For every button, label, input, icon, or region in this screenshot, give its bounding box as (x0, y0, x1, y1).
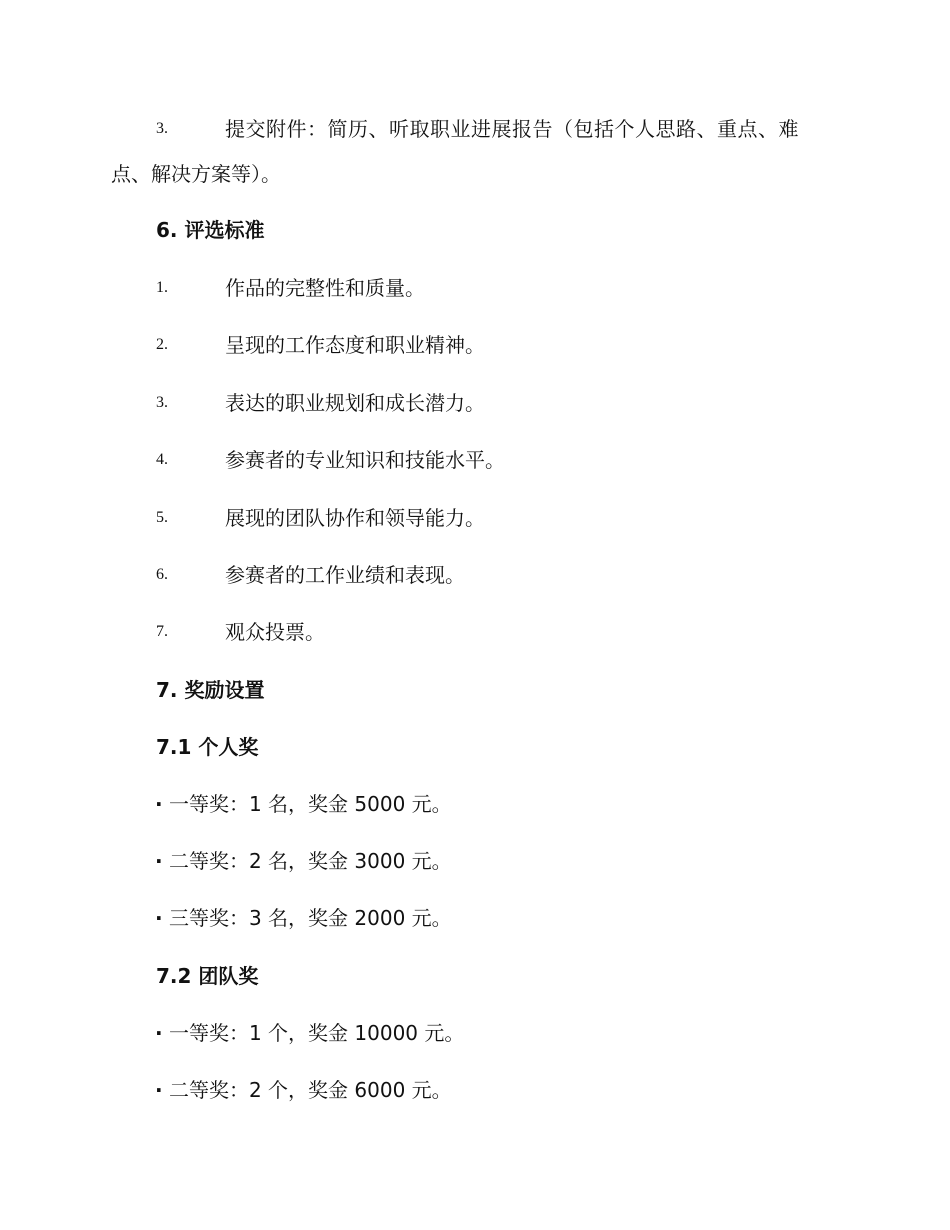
bullet-icon: · (155, 1021, 163, 1045)
list-item-text-continuation: 点、解决方案等）。 (111, 162, 281, 186)
list-item-text: 呈现的工作态度和职业精神。 (225, 333, 485, 357)
bullet-icon: · (155, 1078, 163, 1102)
list-item-text: 参赛者的专业知识和技能水平。 (225, 448, 505, 472)
list-item-number: 4. (156, 451, 168, 468)
list-item-text: 三等奖：3 名，奖金 2000 元。 (168, 906, 452, 930)
section-heading: 7. 奖励设置 (156, 678, 265, 702)
list-item-number: 2. (156, 336, 168, 353)
bullet-icon: · (155, 906, 163, 930)
list-item (155, 847, 452, 875)
subsection-heading: 7.2 团队奖 (156, 964, 259, 988)
list-item-text: 二等奖：2 名，奖金 3000 元。 (168, 849, 452, 873)
list-item-text: 二等奖：2 个，奖金 6000 元。 (168, 1078, 452, 1102)
bullet-icon: · (155, 849, 163, 873)
list-item-text: 作品的完整性和质量。 (225, 276, 425, 300)
list-item (155, 790, 452, 818)
list-item-text: 展现的团队协作和领导能力。 (225, 506, 485, 530)
list-item-text: 参赛者的工作业绩和表现。 (225, 563, 465, 587)
list-item-number: 3. (156, 394, 168, 411)
subsection-heading: 7.1 个人奖 (156, 735, 259, 759)
list-item-text: 一等奖：1 名，奖金 5000 元。 (168, 792, 452, 816)
list-item-number: 7. (156, 623, 168, 640)
list-item-number: 3. (156, 120, 168, 137)
list-item-number: 6. (156, 566, 168, 583)
list-item (155, 1019, 464, 1047)
list-item-text: 表达的职业规划和成长潜力。 (225, 391, 485, 415)
list-item (155, 1076, 452, 1104)
bullet-icon: · (155, 792, 163, 816)
list-item-number: 1. (156, 279, 168, 296)
list-item (155, 904, 452, 932)
list-item-number: 5. (156, 509, 168, 526)
list-item-text: 提交附件：简历、听取职业进展报告（包括个人思路、重点、难 (225, 117, 799, 141)
list-item-text: 一等奖：1 个，奖金 10000 元。 (168, 1021, 465, 1045)
section-heading: 6. 评选标准 (156, 218, 265, 242)
list-item-text: 观众投票。 (225, 620, 325, 644)
